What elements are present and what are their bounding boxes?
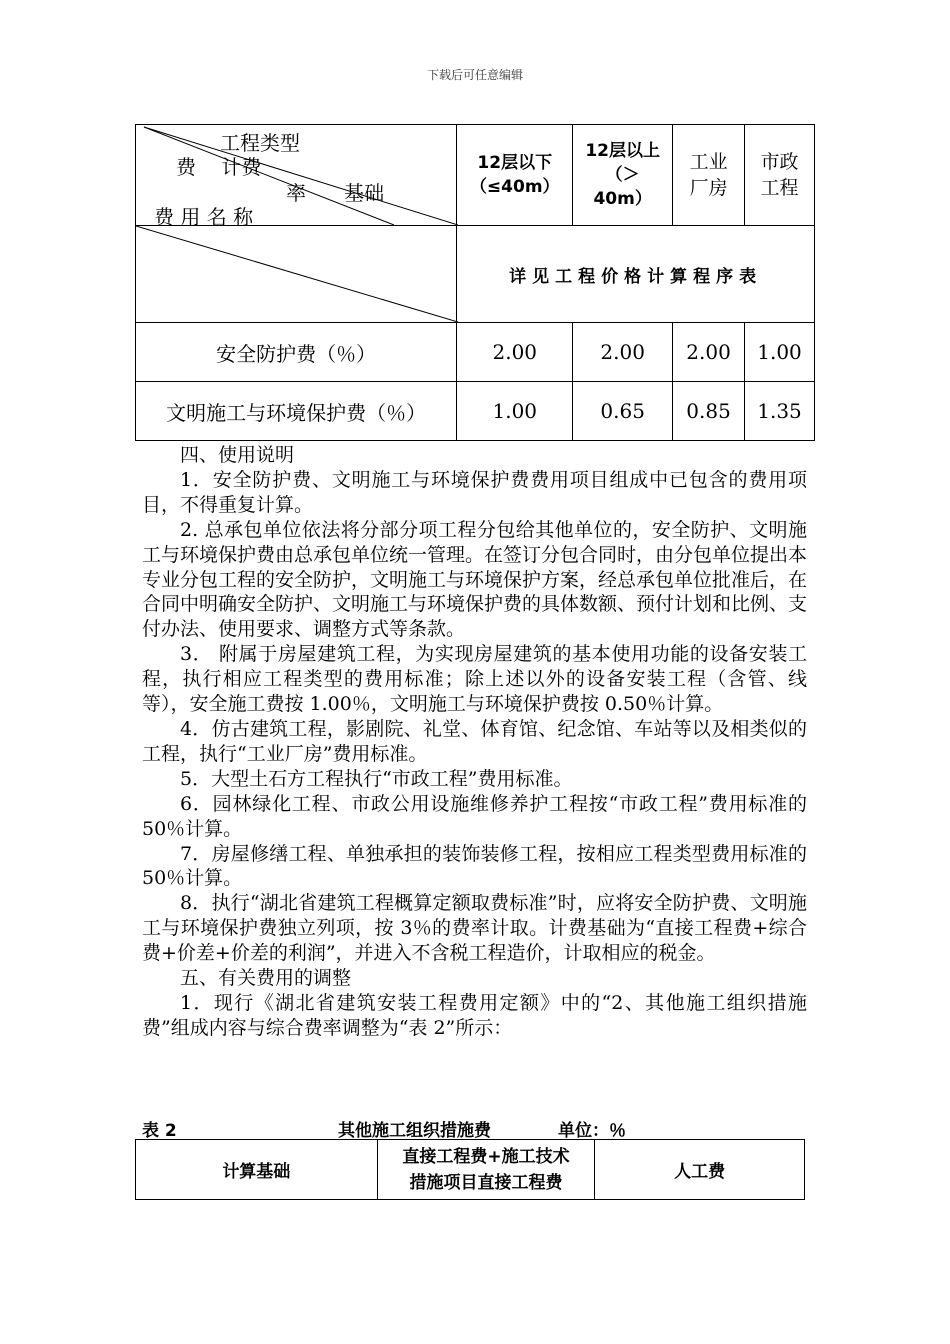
paragraph: 3． 附属于房屋建筑工程，为实现房屋建筑的基本使用功能的设备安装工程，执行相应工程类型的费用标准；除上述以外的设备安装工程（含管、线等），安全施工费按 1.00％，文明施工与环境保护费按 0.50％计算。 xyxy=(142,643,807,716)
cell-safety-industrial: 2.00 xyxy=(673,323,745,382)
section-heading-adjustment: 五、有关费用的调整 xyxy=(180,967,352,990)
row-name-civilized: 文明施工与环境保护费（％） xyxy=(136,382,457,441)
paragraph: 1．现行《湖北省建筑安装工程费用定额》中的“2、其他施工组织措施费”组成内容与综合费率调整为“表 2”所示： xyxy=(142,991,807,1039)
cell-safety-over-12: 2.00 xyxy=(573,323,673,382)
cell-civilized-over-12: 0.65 xyxy=(573,382,673,441)
cell-civilized-municipal: 1.35 xyxy=(745,382,815,441)
cell-safety-under-12: 2.00 xyxy=(457,323,573,382)
header-note: 下载后可任意编辑 xyxy=(426,68,523,82)
corner-label-fee-name: 费 用 名 称 xyxy=(154,205,254,229)
table2-label: 表 2 xyxy=(142,1121,177,1141)
table2-cell-direct-cost: 直接工程费+施工技术 措施项目直接工程费 xyxy=(377,1140,595,1200)
table2-cell-basis: 计算基础 xyxy=(136,1140,378,1200)
cell-civilized-under-12: 1.00 xyxy=(457,382,573,441)
paragraph: 7．房屋修缮工程、单独承担的装饰装修工程，按相应工程类型费用标准的 50％计算。 xyxy=(142,842,807,890)
diagonal-empty-cell xyxy=(136,226,457,323)
diagonal-line xyxy=(136,226,458,322)
table2-cell-labor: 人工费 xyxy=(595,1140,805,1200)
table2-title: 其他施工组织措施费 xyxy=(338,1121,491,1141)
corner-label-project-type: 工程类型 xyxy=(220,131,300,155)
row-name-safety: 安全防护费（％） xyxy=(136,323,457,382)
body-text xyxy=(142,443,807,1041)
paragraph: 1．安全防护费、文明施工与环境保护费费用项目组成中已包含的费用项目，不得重复计算。 xyxy=(142,468,807,516)
column-header-over-12: 12层以上 （＞ 40m） xyxy=(573,125,673,226)
cell-safety-municipal: 1.00 xyxy=(745,323,815,382)
cell-civilized-industrial: 0.85 xyxy=(673,382,745,441)
paragraph: 8．执行“湖北省建筑工程概算定额取费标准”时，应将安全防护费、文明施工与环境保护费独立列项，按 3％的费率计取。计费基础为“直接工程费+综合费+价差+价差的利润”，并进入不含税工程造价，计取相应的税金。 xyxy=(142,892,807,965)
column-header-municipal: 市政 工程 xyxy=(745,125,815,226)
paragraph: 5．大型土石方工程执行“市政工程”费用标准。 xyxy=(180,767,573,790)
paragraph: 6．园林绿化工程、市政公用设施维修养护工程按“市政工程”费用标准的 50％计算。 xyxy=(142,792,807,840)
column-header-industrial: 工业 厂房 xyxy=(673,125,745,226)
corner-label-fee-basis: 费 计费 xyxy=(176,155,262,179)
detail-note: 详见工程价格计算程序表 xyxy=(457,226,815,323)
paragraph: 4．仿古建筑工程，影剧院、礼堂、体育馆、纪念馆、车站等以及相类似的工程，执行“工业厂房”费用标准。 xyxy=(142,717,807,765)
table2-unit: 单位：％ xyxy=(558,1121,626,1141)
fee-rate-table xyxy=(135,124,815,441)
corner-header-cell xyxy=(136,125,457,229)
table2 xyxy=(135,1139,805,1200)
table2-caption xyxy=(142,1116,807,1141)
section-heading-usage: 四、使用说明 xyxy=(180,444,295,466)
column-header-under-12: 12层以下 （≤40m） xyxy=(457,125,573,226)
corner-label-rate-basis: 率 基础 xyxy=(286,181,385,205)
paragraph: 2. 总承包单位依法将分部分项工程分包给其他单位的，安全防护、文明施工与环境保护费由总承包单位统一管理。在签订分包合同时，由分包单位提出本专业分包工程的安全防护，文明施工与环境保护方案，经总承包单位批准后，在合同中明确安全防护、文明施工与环境保护费的具体数额、预付计划和比例、支付办法、使用要求、调整方式等条款。 xyxy=(142,518,808,641)
